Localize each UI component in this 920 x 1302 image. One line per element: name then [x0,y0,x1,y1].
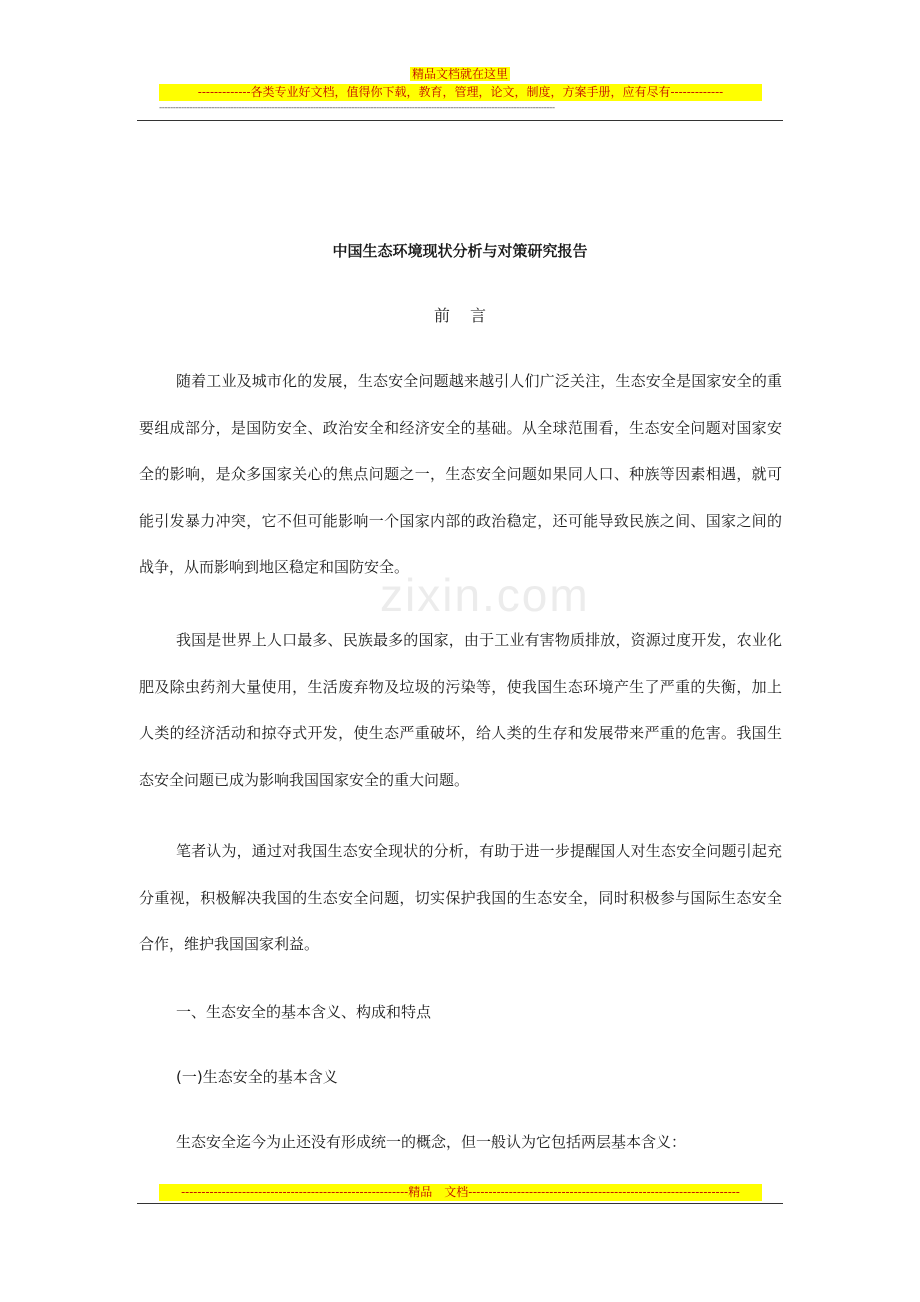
paragraph-2: 我国是世界上人口最多、民族最多的国家，由于工业有害物质排放，资源过度开发，农业化肥及除虫药剂大量使用，生活废弃物及垃圾的污染等，使我国生态环境产生了严重的失衡，加上人类的经济活动和掠夺式开发，使生态严重破坏，给人类的生存和发展带来严重的危害。我国生态安全问题已成为影响我国国家安全的重大问题。 [139,631,782,789]
paragraph-3: 笔者认为，通过对我国生态安全现状的分析，有助于进一步提醒国人对生态安全问题引起充分重视，积极解决我国的生态安全问题，切实保护我国的生态安全，同时积极参与国际生态安全合作，维护我国国家利益。 [139,842,782,953]
section-heading: 一、生态安全的基本含义、构成和特点 [176,1003,432,1021]
document-title: 中国生态环境现状分析与对策研究报告 [332,242,588,260]
subsection-heading: (一)生态安全的基本含义 [176,1068,338,1086]
footer-divider [137,1203,783,1204]
header-tagline: -------------各类专业好文档，值得你下载，教育，管理，论文，制度，方案手册，应有尽有------------- [159,84,762,101]
header-top-label: 精品文档就在这里 [411,67,508,81]
header-divider [137,120,783,121]
watermark: zixin.com [380,569,590,621]
footer-tagline: --------------------------------------------------------精品 文档------------------------------------------------------------------- [159,1184,762,1201]
body-line: 生态安全迄今为止还没有形成统一的概念，但一般认为它包括两层基本含义： [176,1133,687,1151]
preface-heading: 前言 [433,306,506,325]
paragraph-1: 随着工业及城市化的发展，生态安全问题越来越引人们广泛关注，生态安全是国家安全的重要组成部分，是国防安全、政治安全和经济安全的基础。从全球范围看，生态安全问题对国家安全的影响，是众多国家关心的焦点问题之一，生态安全问题如果同人口、种族等因素相遇，就可能引发暴力冲突，它不但可能影响一个国家内部的政治稳定，还可能导致民族之间、国家之间的战争，从而影响到地区稳定和国防安全。 [139,372,782,576]
header-dash-line: ------------------------------------------------------------------------------------------------------------------------------------------------ [159,103,555,113]
